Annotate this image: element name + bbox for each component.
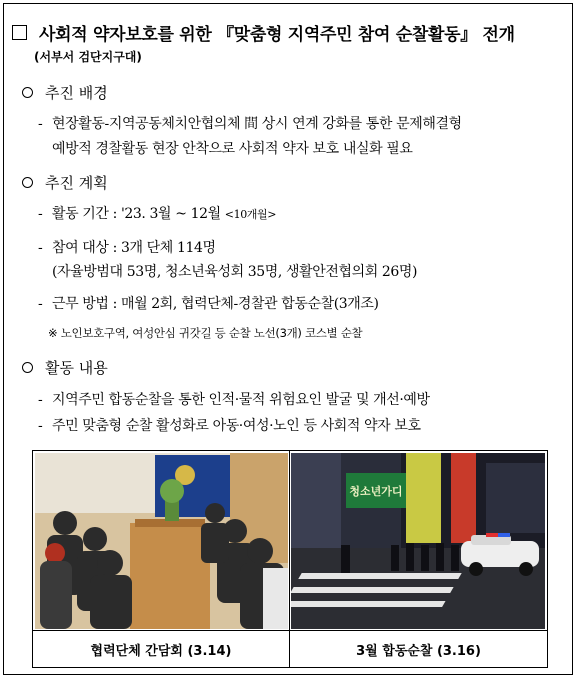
section-background-heading [22,82,108,103]
document-title: 사회적 약자보호를 위한 『맞춤형 지역주민 참여 순찰활동』 전개 [39,25,515,45]
section-heading-text: 추진 배경 [45,84,108,102]
patrol-photo [291,453,545,629]
activity-text-1: 지역주민 합동순찰을 통한 인적·물적 위험요인 발굴 및 개선·예방 [52,392,430,408]
plan-target-text: 참여 대상 : 3개 단체 114명 [52,240,216,256]
meeting-photo-illustration [35,453,288,629]
section-plan-heading [22,172,108,193]
left-photo-caption: 협력단체 간담회 (3.14) [90,643,232,659]
meeting-photo [35,453,288,629]
title-row [12,20,515,45]
activity-line-2: - 주민 맞춤형 순찰 활성화로 아동·여성·노인 등 사회적 약자 보호 [38,418,421,434]
plan-method-line: - 근무 방법 : 매월 2회, 협력단체-경찰관 합동순찰(3개조) [38,296,379,312]
activity-line-1: - 지역주민 합동순찰을 통한 인적·물적 위험요인 발굴 및 개선·예방 [38,392,430,408]
plan-method-text: 근무 방법 : 매월 2회, 협력단체-경찰관 합동순찰(3개조) [52,296,379,312]
background-line-1: - 현장활동-지역공동체치안협의체 間 상시 연계 강화를 통한 문제해결형 [38,116,462,132]
activity-text-2: 주민 맞춤형 순찰 활성화로 아동·여성·노인 등 사회적 약자 보호 [52,418,421,434]
plan-method-note: ※ 노인보호구역, 여성안심 귀갓길 등 순찰 노선(3개) 코스별 순찰 [48,326,363,340]
section-activity-heading [22,357,108,378]
plan-target-line: - 참여 대상 : 3개 단체 114명 [38,240,216,256]
background-text-1: 현장활동-지역공동체치안협의체 間 상시 연계 강화를 통한 문제해결형 [52,116,462,132]
circle-bullet-icon [22,87,33,98]
document-subtitle: (서부서 검단지구대) [34,50,142,64]
section-heading-text: 활동 내용 [45,359,108,377]
right-photo-caption: 3월 합동순찰 (3.16) [356,643,481,659]
plan-period-note: <10개월> [224,208,277,221]
plan-period-line: - 활동 기간 : '23. 3월 ~ 12월 <10개월> [38,206,277,222]
circle-bullet-icon [22,362,33,373]
section-heading-text: 추진 계획 [45,174,108,192]
shop-sign-text: 청소년가디 [349,485,403,498]
photo-table [32,450,548,668]
patrol-photo-illustration [291,453,545,629]
plan-period-text: 활동 기간 : '23. 3월 ~ 12월 [52,206,225,222]
plan-target-detail: (자율방범대 53명, 청소년육성회 35명, 생활안전협의회 26명) [52,264,418,280]
background-line-2: 예방적 경찰활동 현장 안착으로 사회적 약자 보호 내실화 필요 [52,141,413,157]
checkbox-square-icon [12,25,27,40]
circle-bullet-icon [22,177,33,188]
